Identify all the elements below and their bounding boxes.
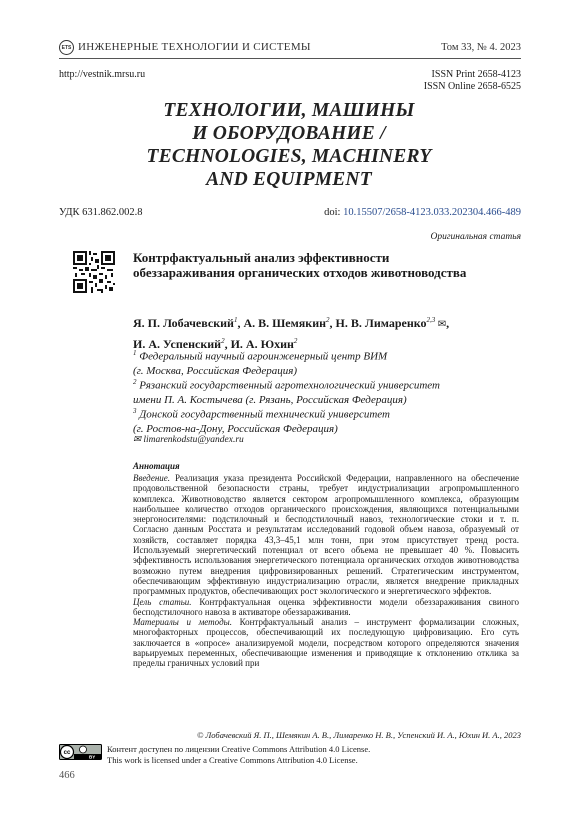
abstract-text: Контрфактуальная оценка эффективности модели обеззараживания свиного бесподстилочного навоза в активаторе обеззараживания.: [133, 596, 519, 617]
qr-code-icon: [73, 251, 115, 293]
section-line: ТЕХНОЛОГИИ, МАШИНЫ: [163, 100, 415, 121]
affiliation-line: Федеральный научный агроинженерный центр ВИМ: [139, 350, 388, 363]
affiliation-line: Донской государственный технический университет: [139, 408, 390, 421]
doi-prefix: doi:: [324, 207, 344, 218]
article-title: Контрфактуальный анализ эффективности обеззараживания органических отходов животноводства: [133, 250, 467, 280]
cc-label: cc: [63, 750, 71, 757]
issn-online: ISSN Online 2658-6525: [423, 81, 521, 92]
envelope-icon: ✉: [133, 435, 144, 445]
author: Н. В. Лимаренко: [335, 316, 427, 330]
doi-link[interactable]: 10.15507/2658-4123.033.202304.466-489: [343, 207, 521, 218]
affiliation-line: имени П. А. Костычева (г. Рязань, Российская Федерация): [133, 394, 407, 407]
section-line: И ОБОРУДОВАНИЕ /: [192, 123, 386, 144]
email-address[interactable]: limarenkodstu@yandex.ru: [143, 435, 244, 445]
license-text: [107, 744, 370, 765]
affiliation-line: (г. Москва, Российская Федерация): [133, 365, 298, 378]
author-affiliation-ref: 2: [326, 316, 330, 324]
affiliation-number: 1: [133, 349, 137, 357]
affiliation: [133, 346, 523, 379]
abstract-label: Материалы и методы.: [133, 617, 232, 628]
affiliation-number: 3: [133, 407, 137, 415]
envelope-icon: ✉: [435, 319, 447, 330]
abstract-text: Реализация указа президента Российской Федерации, направленного на обеспечение продовольственной безопасности страны, требует индустриализации агропромышленного комплекса. Животноводство является сектором агропромышленного комплекса, образующим наибольшее количество отходов органического происхождения, являющихся потенциальными энергоносителями: подстилочный и бесподстилочный навоз, технологические стоки и т. п. Согласно данным Росстата и результатам исследований годовой объем навоза, образуемый от хозяйств, составляет порядка 43,3–45,1 млн тонн, при этом присутствует тренд роста. Используемый энергетический потенциал от всего объема не превышает 40 %. Повысить эффективность использования энергетического потенциала органических отходов животноводства возможно путем внедрения цифровизированных решений. Стратегическим инструментом, обеспечивающим эффективную индустриализацию отрасли, является внедрение прикладных программных продуктов, обеспечивающих рост экологического и энергетического эффектов.: [133, 473, 519, 597]
journal-url[interactable]: http://vestnik.mrsu.ru: [59, 69, 146, 80]
header-rule: [59, 58, 521, 59]
contact-email[interactable]: [133, 434, 244, 445]
affiliation-line: (г. Ростов-на-Дону, Российская Федерация): [133, 423, 338, 436]
article-type: Оригинальная статья: [430, 232, 521, 242]
license-en: This work is licensed under a Creative Commons Attribution 4.0 License.: [107, 754, 358, 765]
abstract-label: Введение.: [133, 473, 171, 483]
author-affiliation-ref: 2,3: [426, 316, 436, 324]
abstract-body: [133, 473, 519, 669]
by-label: BY: [89, 754, 96, 760]
journal-logo-icon: ETS: [59, 40, 74, 55]
section-line: AND EQUIPMENT: [206, 169, 372, 190]
license-ru: Контент доступен по лицензии Creative Commons Attribution 4.0 License.: [107, 744, 371, 754]
author: И. А. Успенский: [133, 337, 222, 351]
doi: [324, 207, 521, 218]
abstract-text: Контрфактуальный анализ – инструмент формализации сложных, многофакторных процессов, обеспечивающий их последующую цифровизацию. Его суть заключается в «опросе» анализируемой модели, посредством которого определяются значения варьируемых переменных, обеспечивающие изменения и приводящие к отклонению отклика за пределы граничных условий при: [133, 617, 519, 669]
cc-by-badge-icon[interactable]: [59, 744, 102, 760]
abstract-heading: Аннотация: [133, 461, 180, 471]
abstract-label: Цель статьи.: [133, 596, 192, 607]
copyright: © Лобачевский Я. П., Шемякин А. В., Лимаренко Н. В., Успенский И. А., Юхин И. А., 2023: [196, 730, 521, 740]
issn-block: [424, 69, 521, 93]
affiliation: [133, 375, 523, 408]
udc-code: УДК 631.862.002.8: [59, 207, 143, 218]
author-list: Я. П. Лобачевский$^1$, А. В. Шемякин$^2$, Н. В. Лимаренко$^{2,3}$ ✉, И. А. Успенский$^2$, И. А. Юхин$^2$: [133, 316, 450, 351]
author-affiliation-ref: 2: [221, 337, 225, 345]
abstract-paragraph: [133, 473, 519, 597]
affiliation-line: Рязанский государственный агротехнологический университет: [139, 379, 440, 392]
section-line: TECHNOLOGIES, MACHINERY: [146, 146, 432, 167]
affiliation-number: 2: [133, 378, 137, 386]
section-heading: [0, 99, 578, 191]
abstract-paragraph: [133, 597, 519, 618]
volume-issue: Том 33, № 4. 2023: [441, 42, 521, 53]
author: А. В. Шемякин: [243, 316, 327, 330]
author-affiliation-ref: 2: [293, 337, 298, 345]
affiliation: [133, 404, 523, 437]
issn-print: ISSN Print 2658-4123: [431, 69, 521, 80]
author: И. А. Юхин: [230, 337, 294, 351]
author: Я. П. Лобачевский: [133, 316, 234, 330]
author-affiliation-ref: 1: [233, 316, 238, 324]
journal-title: ИНЖЕНЕРНЫЕ ТЕХНОЛОГИИ И СИСТЕМЫ: [78, 41, 311, 53]
abstract-paragraph: [133, 617, 519, 668]
page-number: 466: [59, 770, 75, 781]
